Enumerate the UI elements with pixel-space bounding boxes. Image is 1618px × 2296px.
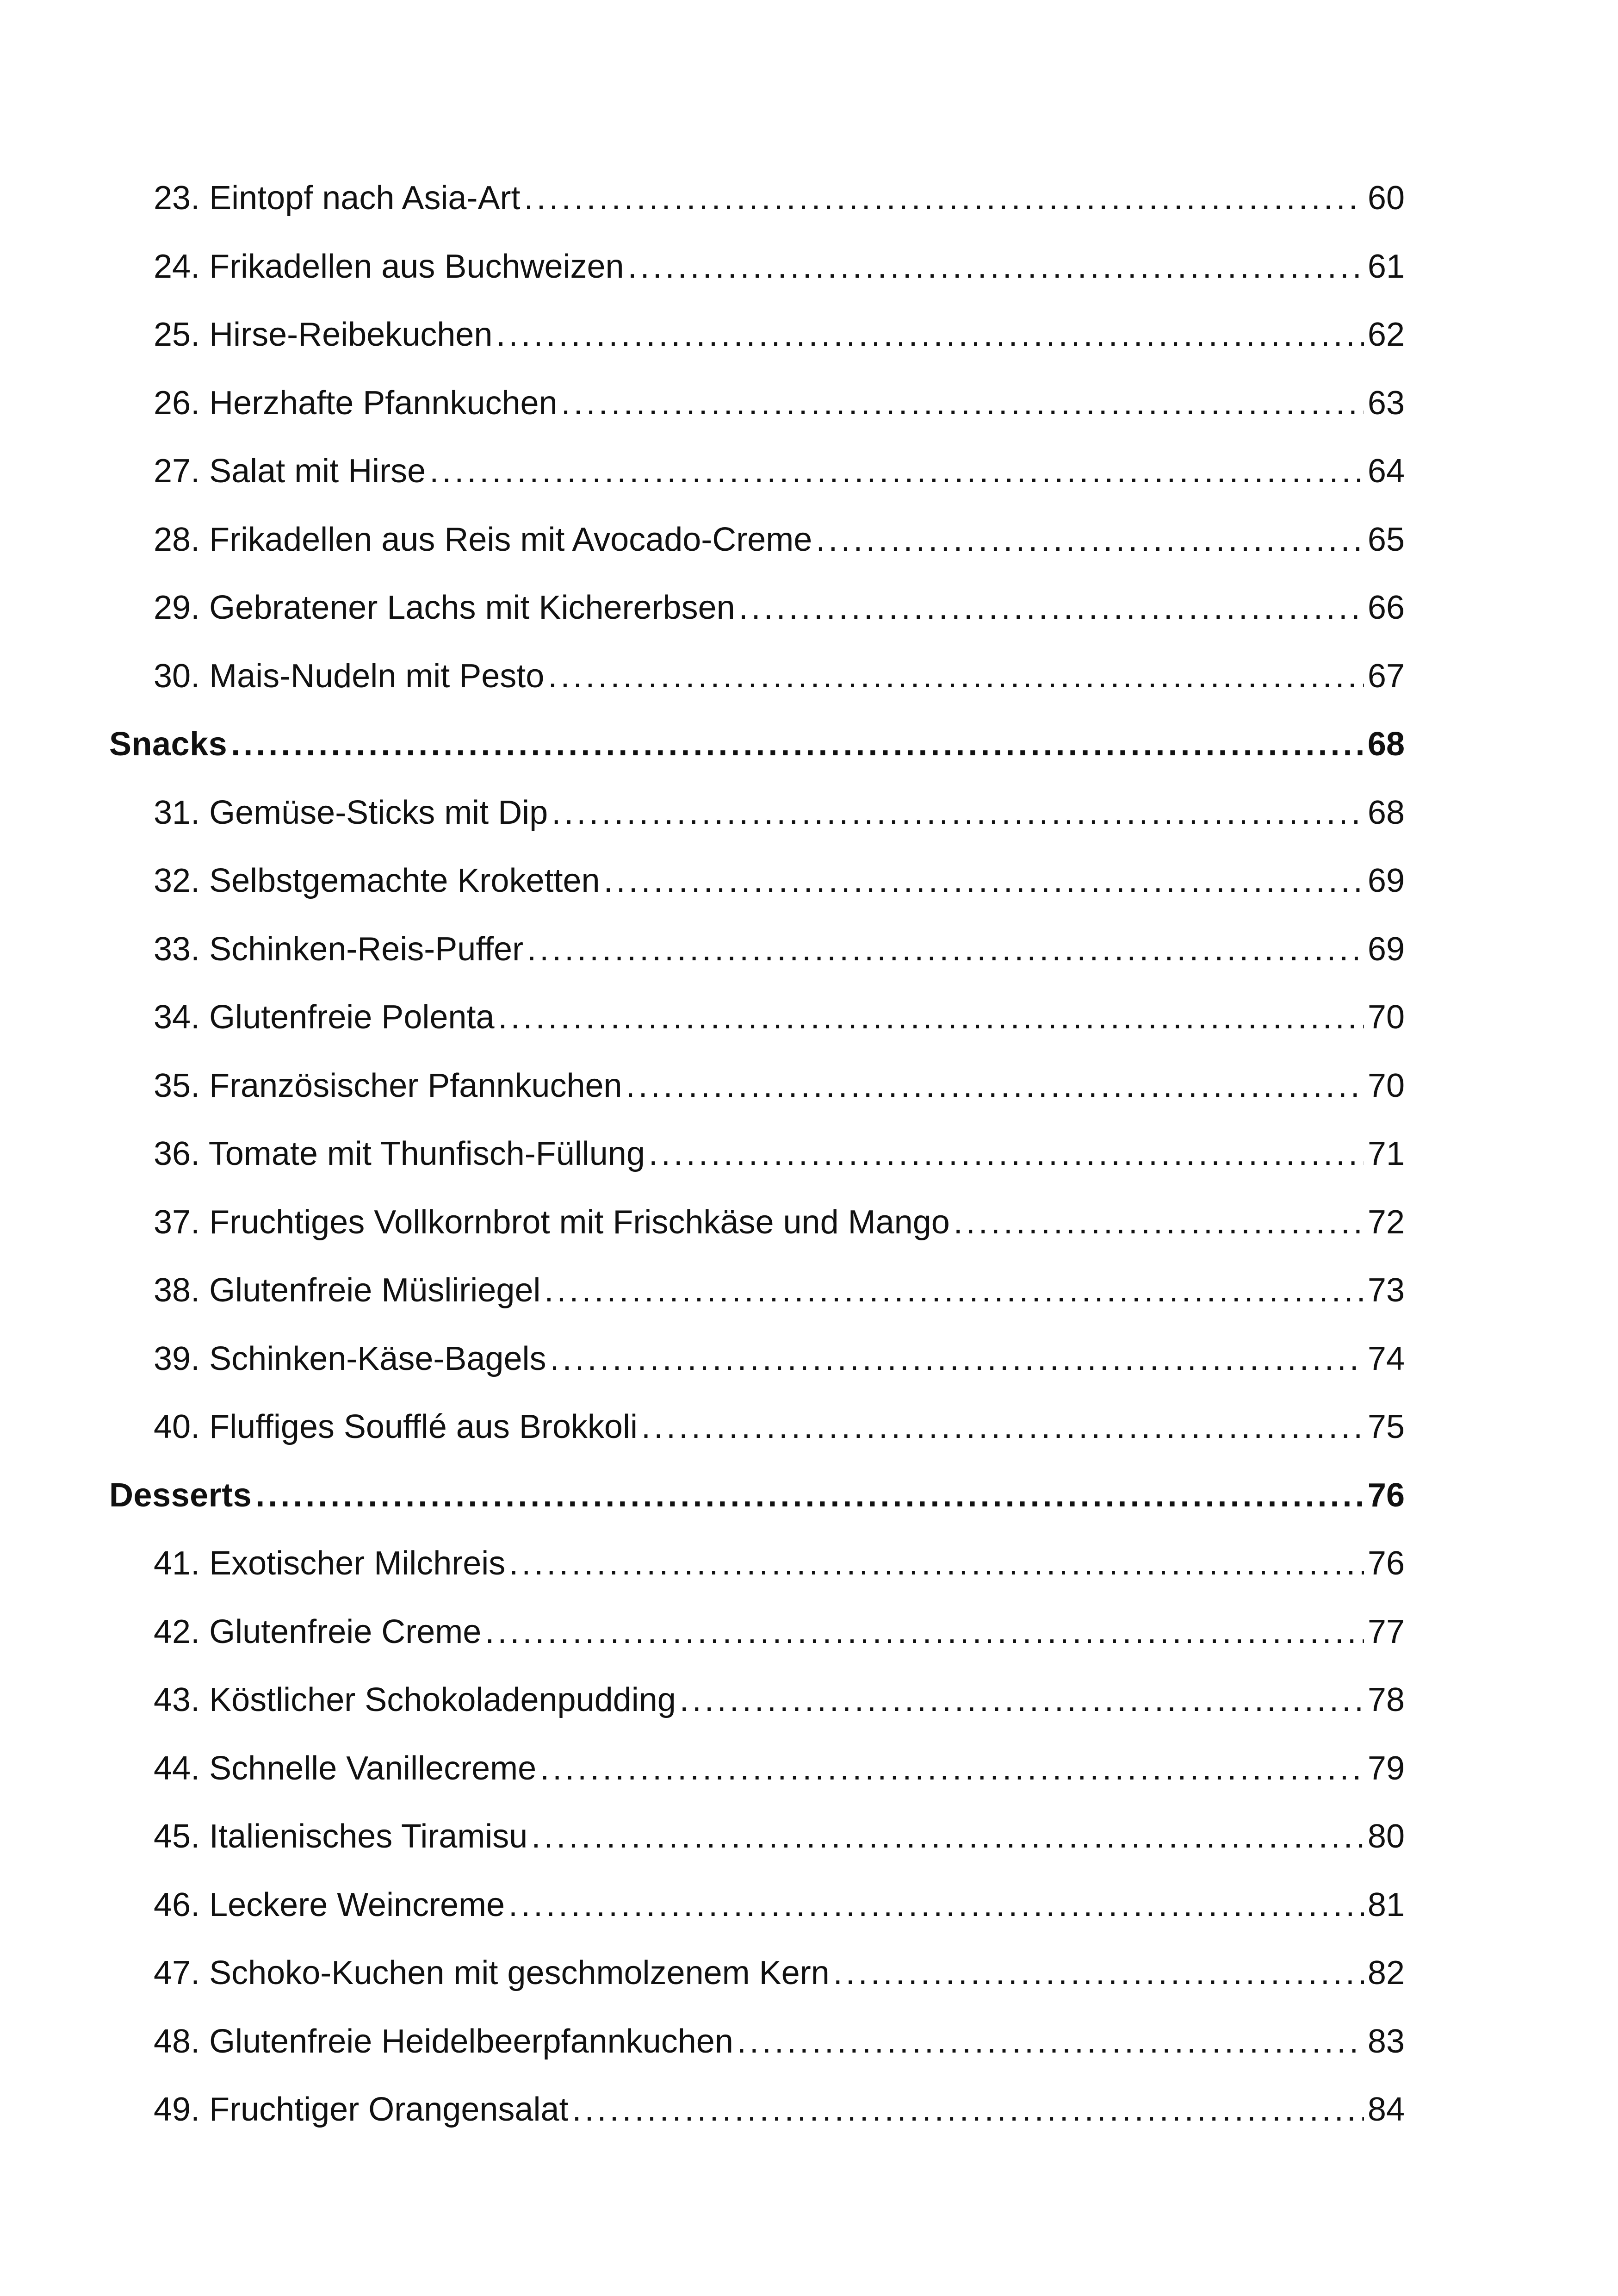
toc-title: 43. Köstlicher Schokoladenpudding: [154, 1681, 676, 1718]
toc-page-number: 64: [1367, 453, 1405, 490]
toc-title: 26. Herzhafte Pfannkuchen: [154, 384, 558, 422]
toc-title: 28. Frikadellen aus Reis mit Avocado-Creme: [154, 521, 812, 558]
toc-page-number: 81: [1367, 1886, 1405, 1923]
toc-row: [109, 1803, 1405, 1871]
toc-page-number: 69: [1367, 862, 1405, 899]
toc-row: [109, 164, 1405, 233]
dot-leader: [524, 164, 1364, 233]
toc-page-number: 75: [1367, 1408, 1405, 1445]
toc-page-number: 76: [1367, 1545, 1405, 1582]
toc-title: 45. Italienisches Tiramisu: [154, 1818, 528, 1855]
toc-title: 29. Gebratener Lachs mit Kichererbsen: [154, 589, 735, 626]
dot-leader: [548, 642, 1364, 711]
toc-row: [109, 1257, 1405, 1325]
dot-leader: [604, 847, 1364, 915]
toc-page-number: 60: [1367, 180, 1405, 217]
toc-page-number: 62: [1367, 316, 1405, 353]
toc-title: 35. Französischer Pfannkuchen: [154, 1067, 622, 1104]
toc-title: 39. Schinken-Käse-Bagels: [154, 1340, 546, 1377]
toc-page-number: 82: [1367, 1954, 1405, 1991]
toc-row: [109, 1530, 1405, 1598]
toc-row: [109, 1871, 1405, 1940]
dot-leader: [531, 1803, 1364, 1871]
toc-page-number: 68: [1367, 794, 1405, 831]
toc-row: [109, 233, 1405, 301]
dot-leader: [954, 1188, 1364, 1257]
toc-row: [109, 642, 1405, 711]
toc-title: 47. Schoko-Kuchen mit geschmolzenem Kern: [154, 1954, 830, 1991]
toc-row: [109, 301, 1405, 369]
toc-title: 46. Leckere Weincreme: [154, 1886, 505, 1923]
toc-page-number: 79: [1367, 1749, 1405, 1787]
toc-row: [109, 1325, 1405, 1394]
toc-page-number: 65: [1367, 521, 1405, 558]
dot-leader: [552, 779, 1364, 847]
toc-page-number: 66: [1367, 589, 1405, 626]
toc-row: [109, 983, 1405, 1052]
toc-title: 37. Fruchtiges Vollkornbrot mit Frischkäse und Mango: [154, 1203, 950, 1241]
toc-row: [109, 369, 1405, 438]
toc-row: [109, 1188, 1405, 1257]
toc-section-row: [109, 710, 1405, 779]
dot-leader: [498, 983, 1364, 1052]
toc-title: 25. Hirse-Reibekuchen: [154, 316, 493, 353]
toc-page-number: 69: [1367, 930, 1405, 968]
toc-title: 24. Frikadellen aus Buchweizen: [154, 248, 624, 285]
dot-leader: [485, 1598, 1364, 1667]
dot-leader: [255, 1462, 1364, 1530]
dot-leader: [833, 1939, 1364, 2008]
dot-leader: [561, 369, 1364, 438]
toc-title: 34. Glutenfreie Polenta: [154, 999, 495, 1036]
dot-leader: [231, 710, 1364, 779]
toc-title: 36. Tomate mit Thunfisch-Füllung: [154, 1135, 645, 1172]
dot-leader: [496, 301, 1364, 369]
toc-title: 44. Schnelle Vanillecreme: [154, 1749, 537, 1787]
toc-page-number: 72: [1367, 1203, 1405, 1241]
dot-leader: [509, 1530, 1364, 1598]
dot-leader: [680, 1666, 1364, 1735]
toc-page-number: 68: [1367, 726, 1405, 763]
toc-title: 38. Glutenfreie Müsliriegel: [154, 1272, 541, 1309]
toc-row: [109, 2008, 1405, 2076]
toc-page-number: 84: [1367, 2091, 1405, 2128]
toc-page-number: 63: [1367, 384, 1405, 422]
toc-row: [109, 1666, 1405, 1735]
dot-leader: [429, 437, 1364, 506]
dot-leader: [572, 2076, 1364, 2144]
dot-leader: [816, 506, 1364, 574]
toc-row: [109, 1598, 1405, 1667]
dot-leader: [527, 915, 1364, 984]
toc-row: [109, 1735, 1405, 1803]
toc-title: 42. Glutenfreie Creme: [154, 1613, 482, 1650]
toc-title: 32. Selbstgemachte Kroketten: [154, 862, 600, 899]
toc-page-number: 77: [1367, 1613, 1405, 1650]
dot-leader: [628, 233, 1364, 301]
dot-leader: [540, 1735, 1364, 1803]
toc-row: [109, 437, 1405, 506]
toc-title: 23. Eintopf nach Asia-Art: [154, 180, 521, 217]
dot-leader: [550, 1325, 1364, 1394]
toc-title: 33. Schinken-Reis-Puffer: [154, 930, 524, 968]
toc-page-number: 80: [1367, 1818, 1405, 1855]
toc-row: [109, 1120, 1405, 1188]
toc-title: 31. Gemüse-Sticks mit Dip: [154, 794, 548, 831]
toc-title: 48. Glutenfreie Heidelbeerpfannkuchen: [154, 2022, 733, 2060]
dot-leader: [626, 1052, 1364, 1120]
toc-page-number: 70: [1367, 1067, 1405, 1104]
toc-title: 30. Mais-Nudeln mit Pesto: [154, 657, 545, 695]
toc-page-number: 61: [1367, 248, 1405, 285]
table-of-contents: [109, 164, 1405, 2144]
toc-row: [109, 1939, 1405, 2008]
toc-page-number: 73: [1367, 1272, 1405, 1309]
toc-page-number: 74: [1367, 1340, 1405, 1377]
toc-title: 49. Fruchtiger Orangensalat: [154, 2091, 569, 2128]
toc-section-title: Desserts: [109, 1476, 252, 1514]
toc-page-number: 83: [1367, 2022, 1405, 2060]
toc-page-number: 67: [1367, 657, 1405, 695]
toc-row: [109, 779, 1405, 847]
toc-title: 41. Exotischer Milchreis: [154, 1545, 506, 1582]
dot-leader: [649, 1120, 1364, 1188]
toc-page-number: 70: [1367, 999, 1405, 1036]
toc-section-title: Snacks: [109, 726, 228, 763]
toc-row: [109, 915, 1405, 984]
dot-leader: [641, 1393, 1364, 1462]
toc-row: [109, 1393, 1405, 1462]
dot-leader: [739, 574, 1364, 642]
toc-section-row: [109, 1462, 1405, 1530]
toc-title: 40. Fluffiges Soufflé aus Brokkoli: [154, 1408, 638, 1445]
toc-row: [109, 574, 1405, 642]
toc-title: 27. Salat mit Hirse: [154, 453, 426, 490]
toc-page-number: 71: [1367, 1135, 1405, 1172]
toc-row: [109, 2076, 1405, 2144]
dot-leader: [508, 1871, 1364, 1940]
dot-leader: [544, 1257, 1364, 1325]
toc-row: [109, 506, 1405, 574]
toc-row: [109, 1052, 1405, 1120]
toc-page-number: 78: [1367, 1681, 1405, 1718]
toc-page-number: 76: [1367, 1476, 1405, 1514]
toc-row: [109, 847, 1405, 915]
dot-leader: [737, 2008, 1364, 2076]
